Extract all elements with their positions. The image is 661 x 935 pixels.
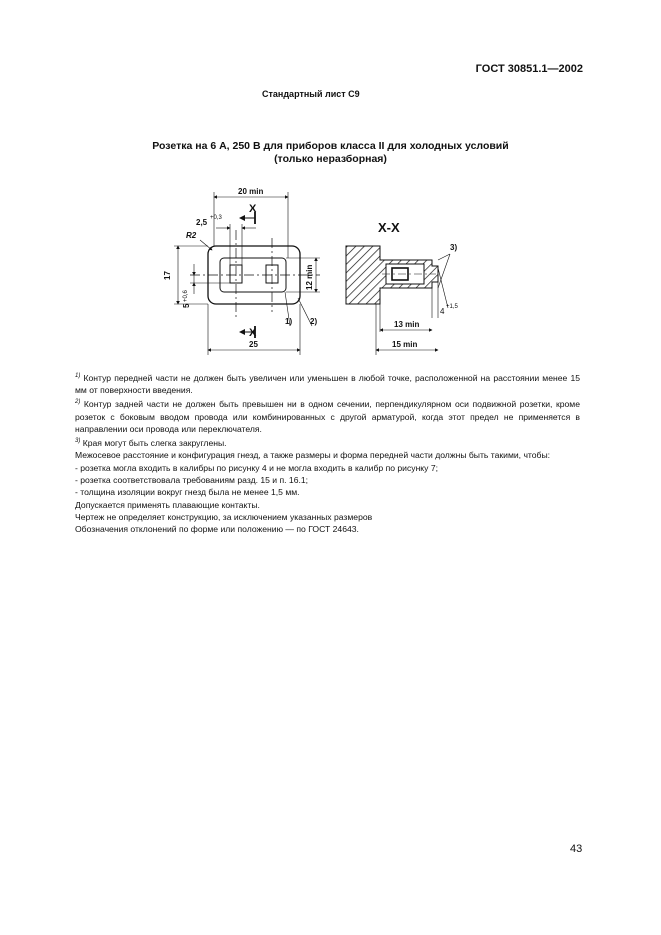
dim-15-min: 15 min [392, 340, 418, 349]
title-line-1: Розетка на 6 А, 250 В для приборов класса II для холодных условий [152, 140, 509, 152]
dim-25: 25 [249, 340, 258, 349]
front-view [174, 192, 320, 355]
sheet-label: Стандартный лист С9 [262, 89, 360, 99]
note-para-2: Допускается применять плавающие контакты. [75, 499, 260, 510]
list-item: - толщина изоляции вокруг гнезд была не менее 1,5 мм. [75, 487, 300, 498]
dim-5-tol: +0,6 [183, 290, 189, 302]
list-item: - розетка могла входить в калибры по рисунку 4 и не могла входить в калибр по рисунку 7; [75, 462, 439, 473]
dim-4-tol: +1,5 [446, 304, 458, 310]
dim-2-5-tol: +0,3 [210, 215, 222, 221]
note-2: $^{2)}$ Контур задней части не должен быть превышен ни в одном сечении, перпендикулярном оси подвижной розетки, кроме розеток с боковым вводом провода или комбинированных с другой арматурой, когда этот предел не применяется в направлении оси провода или переключателя. [75, 399, 580, 434]
note-para-1: Межосевое расстояние и конфигурация гнезд, а также размеры и форма передней части должны быть такими, чтобы: [75, 450, 551, 461]
dim-20-min: 20 min [238, 187, 264, 196]
front-view-labels [163, 187, 317, 349]
notes-block [75, 370, 580, 535]
dim-13-min: 13 min [394, 320, 420, 329]
list-item: - розетка соответствовала требованиям разд. 15 и п. 16.1; [75, 474, 309, 485]
note-para-4: Обозначения отклонений по форме или положению — по ГОСТ 24643. [75, 524, 359, 535]
page-number: 43 [570, 843, 583, 855]
dim-2-5: 2,5 [196, 218, 208, 227]
dim-4: 4 [440, 307, 445, 316]
ref-3: 3) [450, 243, 458, 252]
page-title [0, 140, 661, 166]
note-3: $^{3)}$ Края могут быть слегка закруглены. [75, 438, 227, 449]
section-mark-bottom: X [249, 327, 257, 339]
section-title: X-X [378, 220, 400, 235]
title-line-2: (только неразборная) [274, 153, 387, 165]
requirements-list [75, 462, 580, 499]
doc-code: ГОСТ 30851.1—2002 [475, 63, 583, 75]
ref-2: 2) [310, 317, 318, 326]
section-mark-top: X [249, 203, 257, 215]
radius-r2: R2 [186, 231, 197, 240]
section-view [346, 246, 450, 355]
dim-5: 5 [182, 303, 191, 308]
dim-17: 17 [163, 271, 172, 280]
note-para-3: Чертеж не определяет конструкцию, за исключением указанных размеров [75, 511, 373, 522]
ref-1: 1) [285, 317, 293, 326]
technical-drawing [150, 180, 480, 360]
dim-12-min: 12 min [305, 264, 314, 290]
note-1: $^{1)}$ Контур передней части не должен быть увеличен или уменьшен в любой точке, расположенной на расстоянии менее 15 мм от поверхности введения. [75, 372, 581, 396]
